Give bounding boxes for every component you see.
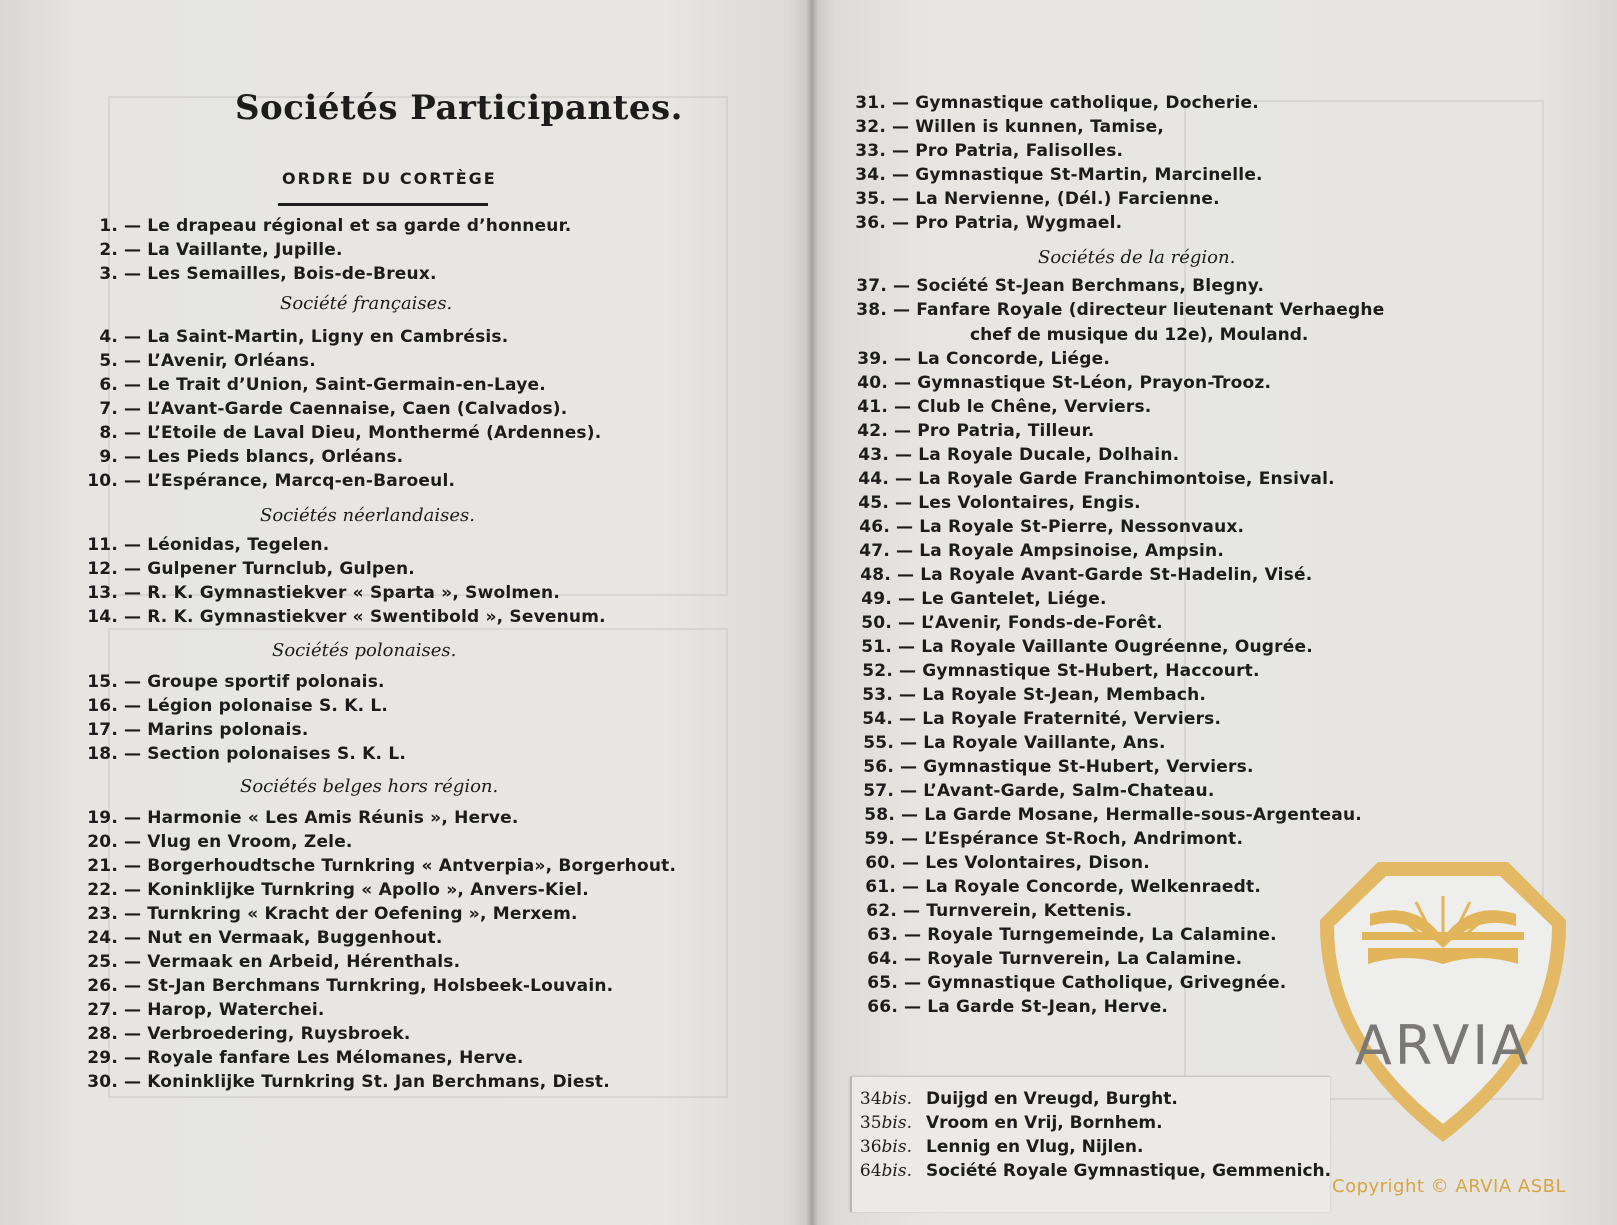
entry-name: Royale fanfare Les Mélomanes, Herve. xyxy=(147,1048,524,1068)
list-item xyxy=(832,373,1271,393)
entry-number: 60. xyxy=(865,853,896,873)
entry-number: 11. xyxy=(87,535,118,555)
entry-dash: — xyxy=(124,264,142,284)
entry-number: 13. xyxy=(87,583,118,603)
entry-dash: — xyxy=(900,733,918,753)
entry-number: 52. xyxy=(862,661,893,681)
entry-dash: — xyxy=(898,637,916,657)
list-item xyxy=(834,541,1224,561)
list-item xyxy=(62,744,406,764)
section-heading: Société françaises. xyxy=(280,293,453,314)
list-item xyxy=(833,493,1141,513)
entry-number: 55. xyxy=(863,733,894,753)
entry-name: Les Semailles, Bois-de-Breux. xyxy=(147,264,437,284)
entry-number: 36. xyxy=(855,213,886,233)
entry-dash: — xyxy=(896,541,914,561)
entry-dash: — xyxy=(124,808,142,828)
entry-dash: — xyxy=(124,423,142,443)
addendum-item xyxy=(852,1113,1163,1133)
addendum-number-suffix: bis. xyxy=(881,1089,912,1109)
addendum-number-suffix: bis. xyxy=(881,1161,912,1181)
entry-name: Koninklijke Turnkring « Apollo », Anvers-Kiel. xyxy=(147,880,589,900)
entry-dash: — xyxy=(892,189,910,209)
entry-dash: — xyxy=(124,351,142,371)
entry-name: La Garde Mosane, Hermalle-sous-Argenteau. xyxy=(924,805,1362,825)
entry-number: 47. xyxy=(859,541,890,561)
list-item xyxy=(62,1072,610,1092)
entry-number: 45. xyxy=(858,493,889,513)
entry-name: La Royale Vaillante Ougréenne, Ougrée. xyxy=(921,637,1313,657)
entry-number: 30. xyxy=(87,1072,118,1092)
entry-number: 65. xyxy=(867,973,898,993)
entry-number: 38. xyxy=(856,300,887,320)
list-item xyxy=(62,1000,325,1020)
entry-number: 16. xyxy=(87,696,118,716)
list-item xyxy=(62,351,316,371)
entry-number: 62. xyxy=(866,901,897,921)
entry-number: 53. xyxy=(862,685,893,705)
addendum-name: Duijgd en Vreugd, Burght. xyxy=(926,1089,1178,1109)
entry-name: Gymnastique St-Léon, Prayon-Trooz. xyxy=(917,373,1272,393)
entry-name: La Vaillante, Jupille. xyxy=(147,240,343,260)
entry-number: 64. xyxy=(867,949,898,969)
entry-name: Verbroedering, Ruysbroek. xyxy=(147,1024,411,1044)
entry-dash: — xyxy=(124,744,142,764)
list-item xyxy=(832,349,1110,369)
entry-name: Légion polonaise S. K. L. xyxy=(147,696,389,716)
entry-dash: — xyxy=(894,397,912,417)
entry-dash: — xyxy=(124,1048,142,1068)
entry-number: 58. xyxy=(864,805,895,825)
entry-dash: — xyxy=(124,720,142,740)
entry-name: Léonidas, Tegelen. xyxy=(147,535,330,555)
entry-name: Koninklijke Turnkring St. Jan Berchmans, Diest. xyxy=(147,1072,610,1092)
entry-dash: — xyxy=(124,880,142,900)
entry-name: La Royale Concorde, Welkenraedt. xyxy=(925,877,1262,897)
entry-number: 15. xyxy=(87,672,118,692)
entry-dash: — xyxy=(902,877,920,897)
entry-name: Les Volontaires, Dison. xyxy=(925,853,1150,873)
entry-dash: — xyxy=(892,117,910,137)
entry-number: 7. xyxy=(99,399,118,419)
entry-number: 3. xyxy=(99,264,118,284)
section-heading: Sociétés polonaises. xyxy=(272,640,457,661)
entry-name: Les Pieds blancs, Orléans. xyxy=(147,447,404,467)
entry-number: 32. xyxy=(855,117,886,137)
list-item xyxy=(830,117,1164,137)
list-item xyxy=(834,517,1244,537)
entry-name: Turnverein, Kettenis. xyxy=(926,901,1133,921)
list-item xyxy=(833,469,1335,489)
list-item xyxy=(830,189,1220,209)
list-item xyxy=(842,925,1277,945)
list-item xyxy=(62,880,589,900)
addendum-number-digits: 36 xyxy=(859,1137,882,1157)
entry-dash: — xyxy=(904,949,922,969)
entry-number: 9. xyxy=(99,447,118,467)
entry-dash: — xyxy=(893,276,911,296)
entry-name: Pro Patria, Falisolles. xyxy=(915,141,1124,161)
entry-dash: — xyxy=(124,375,142,395)
addendum-number xyxy=(852,1113,912,1133)
entry-name: Turnkring « Kracht der Oefening », Merxem. xyxy=(147,904,578,924)
entry-name: L’Avenir, Orléans. xyxy=(147,351,316,371)
list-item xyxy=(836,637,1313,657)
list-item xyxy=(832,397,1151,417)
entry-dash: — xyxy=(124,583,142,603)
entry-number: 43. xyxy=(858,445,889,465)
entry-name: Vlug en Vroom, Zele. xyxy=(147,832,353,852)
entry-dash: — xyxy=(124,832,142,852)
list-item xyxy=(62,240,343,260)
section-heading: Sociétés belges hors région. xyxy=(240,776,499,797)
entry-name: Borgerhoudtsche Turnkring « Antverpia», Borgerhout. xyxy=(147,856,677,876)
entry-dash: — xyxy=(904,997,922,1017)
entry-name: L’Avant-Garde Caennaise, Caen (Calvados). xyxy=(147,399,568,419)
addendum-number-suffix: bis. xyxy=(881,1113,912,1133)
entry-name: Pro Patria, Tilleur. xyxy=(917,421,1095,441)
entry-name: Gulpener Turnclub, Gulpen. xyxy=(147,559,415,579)
entry-name: Section polonaises S. K. L. xyxy=(147,744,407,764)
list-item xyxy=(839,829,1243,849)
entry-number: 4. xyxy=(99,327,118,347)
page-title: Sociétés Participantes. xyxy=(235,88,683,128)
book-gutter xyxy=(806,0,818,1225)
entry-dash: — xyxy=(124,607,142,627)
entry-number: 40. xyxy=(857,373,888,393)
entry-dash: — xyxy=(898,613,916,633)
entry-number: 29. xyxy=(87,1048,118,1068)
entry-number: 50. xyxy=(861,613,892,633)
list-item xyxy=(62,1048,524,1068)
entry-name: La Royale Ampsinoise, Ampsin. xyxy=(919,541,1224,561)
entry-number: 20. xyxy=(87,832,118,852)
entry-dash: — xyxy=(124,904,142,924)
list-item xyxy=(839,805,1362,825)
entry-name: La Garde St-Jean, Herve. xyxy=(927,997,1169,1017)
entry-name: La Royale St-Pierre, Nessonvaux. xyxy=(919,517,1245,537)
entry-dash: — xyxy=(894,421,912,441)
entry-dash: — xyxy=(904,925,922,945)
list-item xyxy=(62,535,329,555)
entry-number: 31. xyxy=(855,93,886,113)
list-item xyxy=(842,949,1242,969)
entry-name: Royale Turngemeinde, La Calamine. xyxy=(927,925,1277,945)
entry-dash: — xyxy=(124,216,142,236)
entry-name: Nut en Vermaak, Buggenhout. xyxy=(147,928,443,948)
entry-number: 28. xyxy=(87,1024,118,1044)
addendum-slip xyxy=(850,1076,1330,1212)
entry-dash: — xyxy=(124,1072,142,1092)
entry-number: 10. xyxy=(87,471,118,491)
entry-number: 2. xyxy=(99,240,118,260)
entry-number: 46. xyxy=(859,517,890,537)
entry-number: 34. xyxy=(855,165,886,185)
entry-dash: — xyxy=(900,757,918,777)
entry-name: Gymnastique catholique, Docherie. xyxy=(915,93,1259,113)
list-item xyxy=(835,565,1312,585)
entry-name: L’Espérance, Marcq-en-Baroeul. xyxy=(147,471,456,491)
entry-dash: — xyxy=(897,565,915,585)
list-item xyxy=(830,93,1259,113)
list-item xyxy=(62,423,601,443)
entry-number: 25. xyxy=(87,952,118,972)
entry-dash: — xyxy=(124,399,142,419)
list-item xyxy=(840,877,1261,897)
list-item xyxy=(62,583,560,603)
entry-dash: — xyxy=(894,373,912,393)
entry-name: Pro Patria, Wygmael. xyxy=(915,213,1123,233)
list-item xyxy=(62,976,613,996)
list-item xyxy=(837,685,1206,705)
entry-number: 42. xyxy=(857,421,888,441)
addendum-item xyxy=(852,1089,1178,1109)
entry-dash: — xyxy=(894,349,912,369)
entry-name: La Royale St-Jean, Membach. xyxy=(922,685,1207,705)
entry-name: R. K. Gymnastiekver « Swentibold », Sevenum. xyxy=(147,607,606,627)
entry-number: 59. xyxy=(864,829,895,849)
list-item xyxy=(833,445,1179,465)
entry-number: 23. xyxy=(87,904,118,924)
list-item xyxy=(62,447,403,467)
entry-name: Fanfare Royale (directeur lieutenant Verhaeghe xyxy=(916,300,1385,320)
page-subtitle: ORDRE DU CORTÈGE xyxy=(282,169,497,188)
entry-number: 66. xyxy=(867,997,898,1017)
entry-dash: — xyxy=(893,300,911,320)
entry-name: Harmonie « Les Amis Réunis », Herve. xyxy=(147,808,519,828)
list-item xyxy=(842,973,1286,993)
list-item xyxy=(836,613,1163,633)
entry-name: Gymnastique St-Martin, Marcinelle. xyxy=(915,165,1263,185)
entry-dash: — xyxy=(902,853,920,873)
entry-38-continuation: chef de musique du 12e), Mouland. xyxy=(970,325,1309,345)
entry-dash: — xyxy=(124,471,142,491)
entry-dash: — xyxy=(124,928,142,948)
entry-name: La Royale Avant-Garde St-Hadelin, Visé. xyxy=(920,565,1313,585)
entry-dash: — xyxy=(124,976,142,996)
addendum-number-digits: 64 xyxy=(859,1161,882,1181)
entry-number: 19. xyxy=(87,808,118,828)
list-item xyxy=(62,856,676,876)
entry-name: Harop, Waterchei. xyxy=(147,1000,325,1020)
entry-name: St-Jan Berchmans Turnkring, Holsbeek-Louvain. xyxy=(147,976,614,996)
entry-number: 14. xyxy=(87,607,118,627)
entry-number: 8. xyxy=(99,423,118,443)
entry-number: 27. xyxy=(87,1000,118,1020)
list-item xyxy=(830,141,1123,161)
list-item xyxy=(62,928,443,948)
entry-name: Vermaak en Arbeid, Hérenthals. xyxy=(147,952,461,972)
entry-number: 22. xyxy=(87,880,118,900)
list-item xyxy=(62,399,567,419)
list-item xyxy=(830,165,1263,185)
list-item xyxy=(62,327,508,347)
entry-number: 63. xyxy=(867,925,898,945)
entry-dash: — xyxy=(124,672,142,692)
list-item xyxy=(838,781,1215,801)
entry-name: Gymnastique Catholique, Grivegnée. xyxy=(927,973,1287,993)
entry-dash: — xyxy=(895,445,913,465)
entry-dash: — xyxy=(900,781,918,801)
list-item xyxy=(832,421,1094,441)
addendum-name: Société Royale Gymnastique, Gemmenich. xyxy=(926,1161,1332,1181)
list-item xyxy=(62,808,519,828)
copyright-notice: Copyright © ARVIA ASBL xyxy=(1332,1176,1567,1197)
list-item xyxy=(62,559,415,579)
entry-number: 12. xyxy=(87,559,118,579)
entry-number: 6. xyxy=(99,375,118,395)
entry-name: L’Etoile de Laval Dieu, Monthermé (Ardennes). xyxy=(147,423,602,443)
entry-name: La Saint-Martin, Ligny en Cambrésis. xyxy=(147,327,509,347)
entry-name: Le Trait d’Union, Saint-Germain-en-Laye. xyxy=(147,375,546,395)
entry-number: 21. xyxy=(87,856,118,876)
entry-number: 1. xyxy=(99,216,118,236)
entry-name: R. K. Gymnastiekver « Sparta », Swolmen. xyxy=(147,583,560,603)
entry-number: 5. xyxy=(99,351,118,371)
list-item xyxy=(62,264,437,284)
list-item xyxy=(62,696,388,716)
addendum-name: Vroom en Vrij, Bornhem. xyxy=(926,1113,1163,1133)
addendum-number xyxy=(852,1089,912,1109)
entry-name: Marins polonais. xyxy=(147,720,309,740)
entry-dash: — xyxy=(896,517,914,537)
entry-dash: — xyxy=(895,469,913,489)
entry-number: 41. xyxy=(857,397,888,417)
entry-number: 56. xyxy=(863,757,894,777)
entry-name: Gymnastique St-Hubert, Haccourt. xyxy=(922,661,1260,681)
entry-dash: — xyxy=(901,829,919,849)
list-item xyxy=(831,300,1384,320)
list-item xyxy=(62,952,460,972)
arvia-watermark xyxy=(1306,856,1580,1148)
list-item xyxy=(62,375,546,395)
entry-name: L’Avant-Garde, Salm-Chateau. xyxy=(923,781,1215,801)
list-item xyxy=(62,1024,411,1044)
list-item xyxy=(830,213,1122,233)
entry-dash: — xyxy=(124,1000,142,1020)
entry-dash: — xyxy=(124,952,142,972)
list-item xyxy=(62,607,606,627)
list-item xyxy=(62,720,308,740)
addendum-number xyxy=(852,1137,912,1157)
addendum-number-digits: 34 xyxy=(859,1089,882,1109)
entry-dash: — xyxy=(124,327,142,347)
list-item xyxy=(842,997,1168,1017)
list-item xyxy=(62,471,455,491)
entry-name: Les Volontaires, Engis. xyxy=(918,493,1141,513)
entry-dash: — xyxy=(898,589,916,609)
list-item xyxy=(840,853,1150,873)
section-heading-region: Sociétés de la région. xyxy=(1038,247,1236,268)
entry-name: Willen is kunnen, Tamise, xyxy=(915,117,1164,137)
list-item xyxy=(62,832,353,852)
entry-name: La Nervienne, (Dél.) Farcienne. xyxy=(915,189,1220,209)
entry-number: 24. xyxy=(87,928,118,948)
addendum-item xyxy=(852,1137,1143,1157)
entry-number: 37. xyxy=(856,276,887,296)
entry-name: La Royale Ducale, Dolhain. xyxy=(918,445,1180,465)
entry-dash: — xyxy=(892,141,910,161)
list-item xyxy=(837,661,1260,681)
entry-number: 61. xyxy=(865,877,896,897)
list-item xyxy=(838,757,1254,777)
entry-dash: — xyxy=(124,696,142,716)
addendum-number-suffix: bis. xyxy=(881,1137,912,1157)
entry-name: L’Espérance St-Roch, Andrimont. xyxy=(924,829,1244,849)
entry-number: 44. xyxy=(858,469,889,489)
entry-dash: — xyxy=(124,559,142,579)
entry-dash: — xyxy=(899,685,917,705)
entry-number: 51. xyxy=(861,637,892,657)
addendum-number-digits: 35 xyxy=(859,1113,882,1133)
entry-dash: — xyxy=(124,447,142,467)
list-item xyxy=(841,901,1132,921)
entry-dash: — xyxy=(901,805,919,825)
entry-dash: — xyxy=(892,213,910,233)
entry-name: Groupe sportif polonais. xyxy=(147,672,385,692)
entry-number: 26. xyxy=(87,976,118,996)
entry-number: 18. xyxy=(87,744,118,764)
section-heading: Sociétés néerlandaises. xyxy=(260,505,475,526)
entry-number: 33. xyxy=(855,141,886,161)
entry-name: Club le Chêne, Verviers. xyxy=(917,397,1152,417)
entry-number: 35. xyxy=(855,189,886,209)
subtitle-underline xyxy=(278,203,488,206)
list-item xyxy=(836,589,1107,609)
entry-dash: — xyxy=(903,901,921,921)
entry-name: La Royale Fraternité, Verviers. xyxy=(922,709,1222,729)
entry-number: 49. xyxy=(861,589,892,609)
entry-dash: — xyxy=(124,1024,142,1044)
entry-number: 57. xyxy=(863,781,894,801)
entry-number: 17. xyxy=(87,720,118,740)
list-item xyxy=(838,733,1166,753)
entry-name: La Royale Garde Franchimontoise, Ensival. xyxy=(918,469,1335,489)
entry-dash: — xyxy=(124,535,142,555)
entry-dash: — xyxy=(899,709,917,729)
entry-dash: — xyxy=(892,93,910,113)
entry-dash: — xyxy=(904,973,922,993)
entry-name: La Concorde, Liége. xyxy=(917,349,1111,369)
entry-dash: — xyxy=(899,661,917,681)
watermark-logo-text: ARVIA xyxy=(1354,1014,1532,1077)
entry-dash: — xyxy=(895,493,913,513)
entry-number: 39. xyxy=(857,349,888,369)
addendum-name: Lennig en Vlug, Nijlen. xyxy=(926,1137,1144,1157)
shield-icon xyxy=(1306,856,1580,1148)
list-item xyxy=(62,216,571,236)
entry-dash: — xyxy=(124,240,142,260)
entry-name: L’Avenir, Fonds-de-Forêt. xyxy=(921,613,1163,633)
entry-number: 48. xyxy=(860,565,891,585)
addendum-item xyxy=(852,1161,1331,1181)
entry-name: Gymnastique St-Hubert, Verviers. xyxy=(923,757,1254,777)
list-item xyxy=(62,672,385,692)
list-item xyxy=(831,276,1264,296)
entry-name: Société St-Jean Berchmans, Blegny. xyxy=(916,276,1265,296)
entry-name: La Royale Vaillante, Ans. xyxy=(923,733,1166,753)
entry-name: Royale Turnverein, La Calamine. xyxy=(927,949,1243,969)
entry-dash: — xyxy=(892,165,910,185)
entry-name: Le drapeau régional et sa garde d’honneur. xyxy=(147,216,572,236)
entry-dash: — xyxy=(124,856,142,876)
addendum-number xyxy=(852,1161,912,1181)
entry-name: Le Gantelet, Liége. xyxy=(921,589,1107,609)
entry-number: 54. xyxy=(862,709,893,729)
list-item xyxy=(837,709,1221,729)
list-item xyxy=(62,904,578,924)
